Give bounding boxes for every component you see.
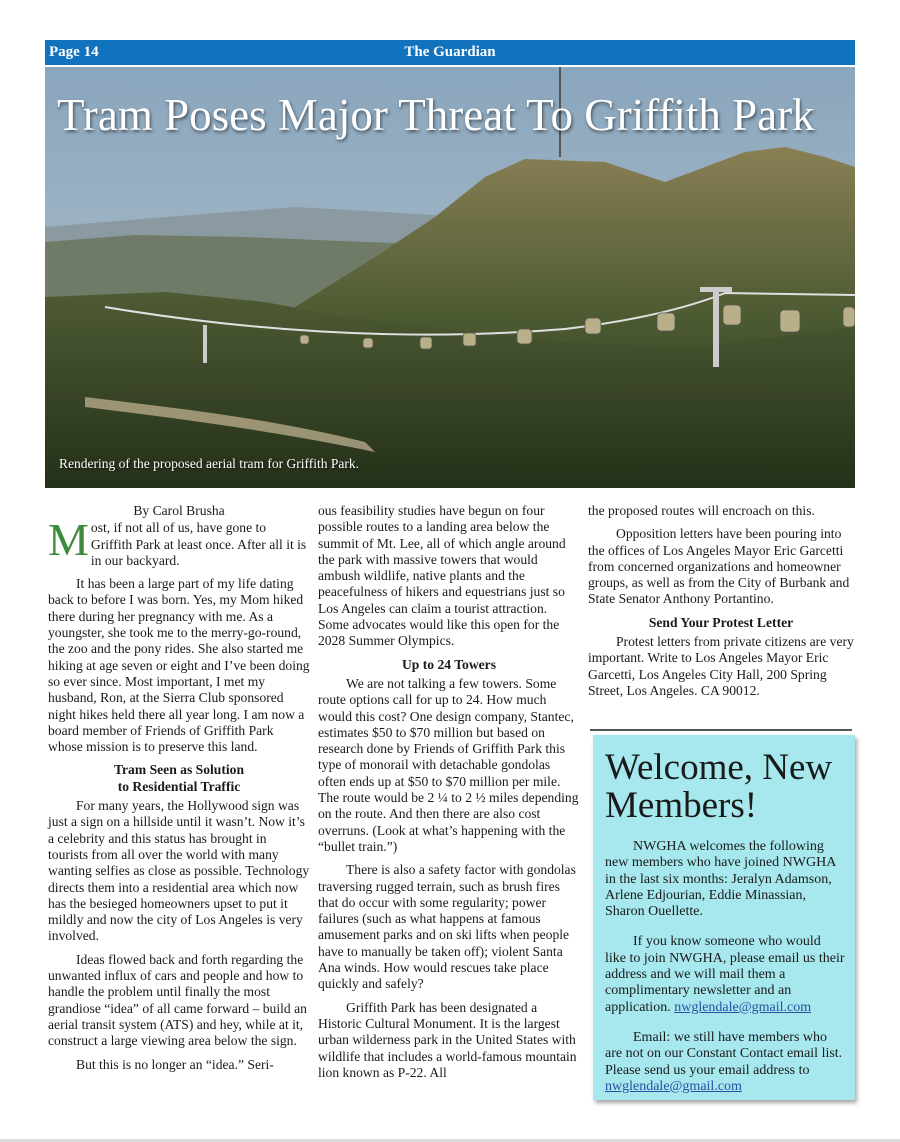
article-paragraph: the proposed routes will encroach on this. [588,503,815,518]
article-column-2 [318,503,580,1088]
article-paragraph: For many years, the Hollywood sign was just a sign on a hillside until it wasn’t. Now it’s a celebrity and this status has brought in tourists from all over the world with many wanting selfies as close as possible. Technology directs them into a residential area which now has the besieged homeowners upset to put it mildly and now the city of Los Angeles is very involved. [48,798,310,944]
article-paragraph: Protest letters from private citizens are very important. Write to Los Angeles Mayor Eric Garcetti, Los Angeles City Hall, 200 Spring Street, Los Angeles. CA 90012. [588,634,854,698]
subheading: Send Your Protest Letter [648,614,794,630]
publication-title: The Guardian [404,44,496,60]
page-header-bar [45,40,855,65]
welcome-paragraph: NWGHA welcomes the following new members who have joined NWGHA in the last six months: Jeralyn Adamson, Arlene Edjourian, Eddie Minassian, Sharon Ouellette. [605,839,836,920]
article-paragraph: We are not talking a few towers. Some route options call for up to 24. How much would this cost? One design company, Stantec, estimates $50 to $70 million but based on research done by Friends of Griffith Park this type of monorail with detachable gondolas often ends up at $50 to $70 million per mile. The route would be 2 ¼ to 2 ½ miles depending on the route. And then there are also cost overruns. (Look at what’s happening with the “bullet train.”) [318,675,579,854]
byline: By Carol Brusha [133,503,225,518]
article-paragraph: Griffith Park has been designated a Historic Cultural Monument. It is the largest urban wilderness park in the United States with wildlife that includes a world-famous mountain lion known as P-22. All [318,999,577,1080]
welcome-members-box [593,735,855,1100]
headline: Tram Poses Major Threat To Griffith Park [57,90,815,140]
article-paragraph: Opposition letters have been pouring into the offices of Los Angeles Mayor Eric Garcetti from concerned organizations and homeowner groups, as well as from the City of Burbank and State Senator Anthony Portantino. [588,526,850,607]
article-paragraph: There is also a safety factor with gondolas traversing rugged terrain, such as brush fires that do occur with some regularity; power failures (such as what happens at famous amusement parks and on ski lifts when people have to manually be taken off); violent Santa Ana winds. How would rescues take place quickly and safely? [318,862,576,992]
welcome-paragraph [605,1030,845,1095]
hero-photo [45,67,855,488]
page-number: Page 14 [49,44,99,60]
article-column-1 [48,503,310,1080]
welcome-title: Welcome, New Members! [605,747,833,826]
paragraph-text: If you know someone who would like to join NWGHA, please email us their address and we will mail them a complimentary newsletter and an application. [605,934,845,1015]
email-link[interactable]: nwglendale@gmail.com [674,999,812,1015]
paragraph-text: ost, if not all of us, have gone to Griffith Park at least once. After all it is in our backyard. [90,520,307,568]
paragraph-text: Email: we still have members who are not on our Constant Contact email list. Please send us your email address to [605,1029,843,1078]
divider [590,729,852,731]
article-paragraph: It has been a large part of my life dating back to before I was born. Yes, my Mom hiked there during her pregnancy with me. As a youngster, she took me to the merry-go-round, the zoo and the pony rides. She also started me hiking at age seven or eight and I’ve been doing so ever since. Most important, I met my husband, Ron, at the Sierra Club sponsored night hikes held there all year long. I am now a board member of Friends of Griffith Park whose mission is to preserve this land. [48,576,310,755]
subheading-line: Tram Seen as Solution [113,762,245,778]
drop-cap: M [48,514,89,566]
subheading: Up to 24 Towers [401,656,497,672]
photo-caption: Rendering of the proposed aerial tram for Griffith Park. [59,456,360,471]
welcome-paragraph [605,934,845,1015]
email-link[interactable]: nwglendale@gmail.com [605,1078,742,1094]
article-paragraph [48,514,310,569]
subheading-line: to Residential Traffic [117,778,241,794]
article-column-3 [588,503,854,706]
subheading [48,762,310,795]
article-paragraph: ous feasibility studies have begun on four possible routes to a landing area below the summit of Mt. Lee, all of which angle around the park with massive towers that would ambush wildlife, native plants and the peacefulness of hikers and equestrians just so Los Angeles can claim a tourist attraction. Some advocates would like this open for the 2028 Summer Olympics. [318,503,566,649]
article-paragraph: Ideas flowed back and forth regarding the unwanted influx of cars and people and how to handle the problem until finally the most grandiose “idea” of all came forward – build an aerial transit system (ATS) and hey, while at it, construct a large viewing area below the sign. [48,951,307,1049]
article-paragraph: But this is no longer an “idea.” Seri- [76,1056,274,1072]
